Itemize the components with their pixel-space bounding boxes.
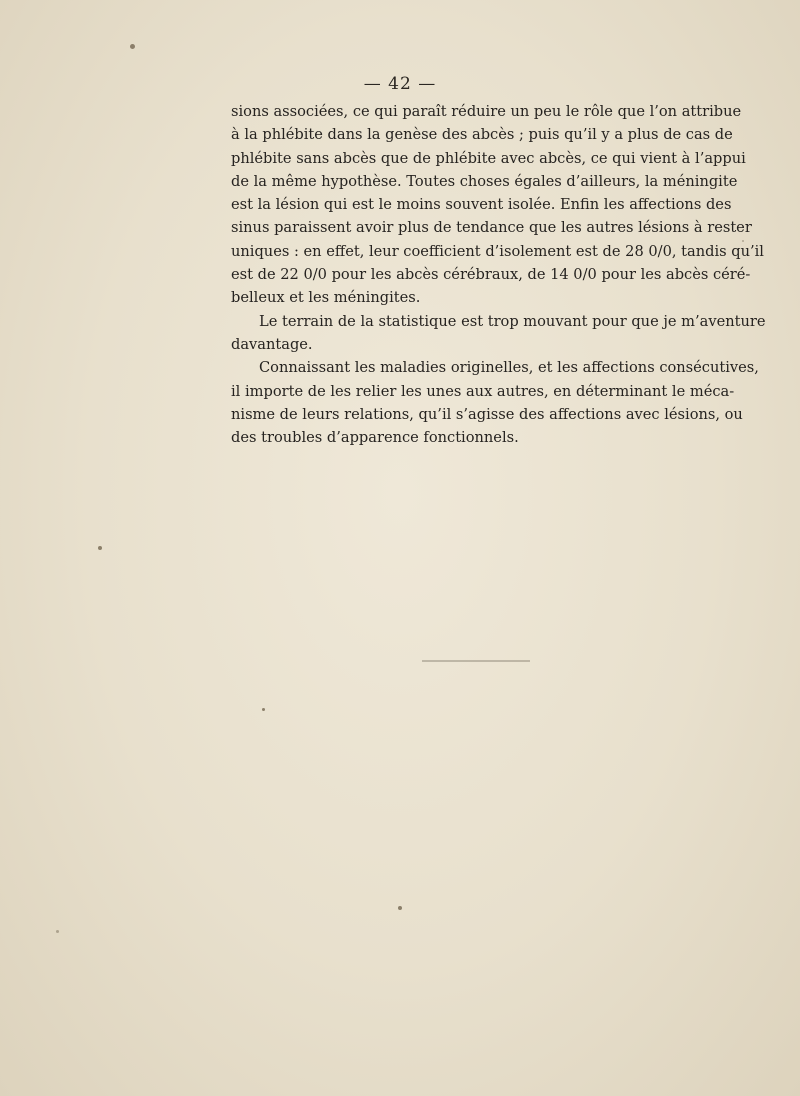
text-line: uniques : en effet, leur coefficient d’isolement est de 28 0/0, tandis qu’il xyxy=(231,242,764,260)
paper-speck xyxy=(742,240,744,242)
text-line: sinus paraissent avoir plus de tendance que les autres lésions à rester xyxy=(231,219,752,237)
text-line: de la même hypothèse. Toutes choses égales d’ailleurs, la méningite xyxy=(231,172,738,190)
text-line: est de 22 0/0 pour les abcès cérébraux, de 14 0/0 pour les abcès céré- xyxy=(231,266,751,284)
paragraph xyxy=(231,310,766,357)
text-line: belleux et les méningites. xyxy=(231,289,421,307)
paper-speck xyxy=(98,546,102,550)
body-text xyxy=(231,100,766,449)
text-line: est la lésion qui est le moins souvent isolée. Enfin les affections des xyxy=(231,196,732,214)
show-through-rule xyxy=(422,660,530,662)
text-line: il importe de les relier les unes aux autres, en déterminant le méca- xyxy=(231,382,735,400)
text-line: à la phlébite dans la genèse des abcès ; puis qu’il y a plus de cas de xyxy=(231,126,733,144)
paper-speck xyxy=(262,708,265,711)
text-line: Connaissant les maladies originelles, et les affections consécutives, xyxy=(259,359,759,377)
text-line: davantage. xyxy=(231,335,313,353)
page-number: — 42 — xyxy=(363,74,437,94)
paper-speck xyxy=(398,906,402,910)
paper-speck xyxy=(130,44,135,49)
paragraph xyxy=(231,356,759,449)
paper-speck xyxy=(56,930,59,933)
text-line: phlébite sans abcès que de phlébite avec abcès, ce qui vient à l’appui xyxy=(231,149,746,167)
text-line: des troubles d’apparence fonctionnels. xyxy=(231,429,519,447)
text-line: nisme de leurs relations, qu’il s’agisse des affections avec lésions, ou xyxy=(231,405,743,423)
paragraph xyxy=(231,100,764,310)
text-line: Le terrain de la statistique est trop mouvant pour que je m’aventure xyxy=(259,312,766,330)
text-line: sions associées, ce qui paraît réduire un peu le rôle que l’on attribue xyxy=(231,103,742,120)
